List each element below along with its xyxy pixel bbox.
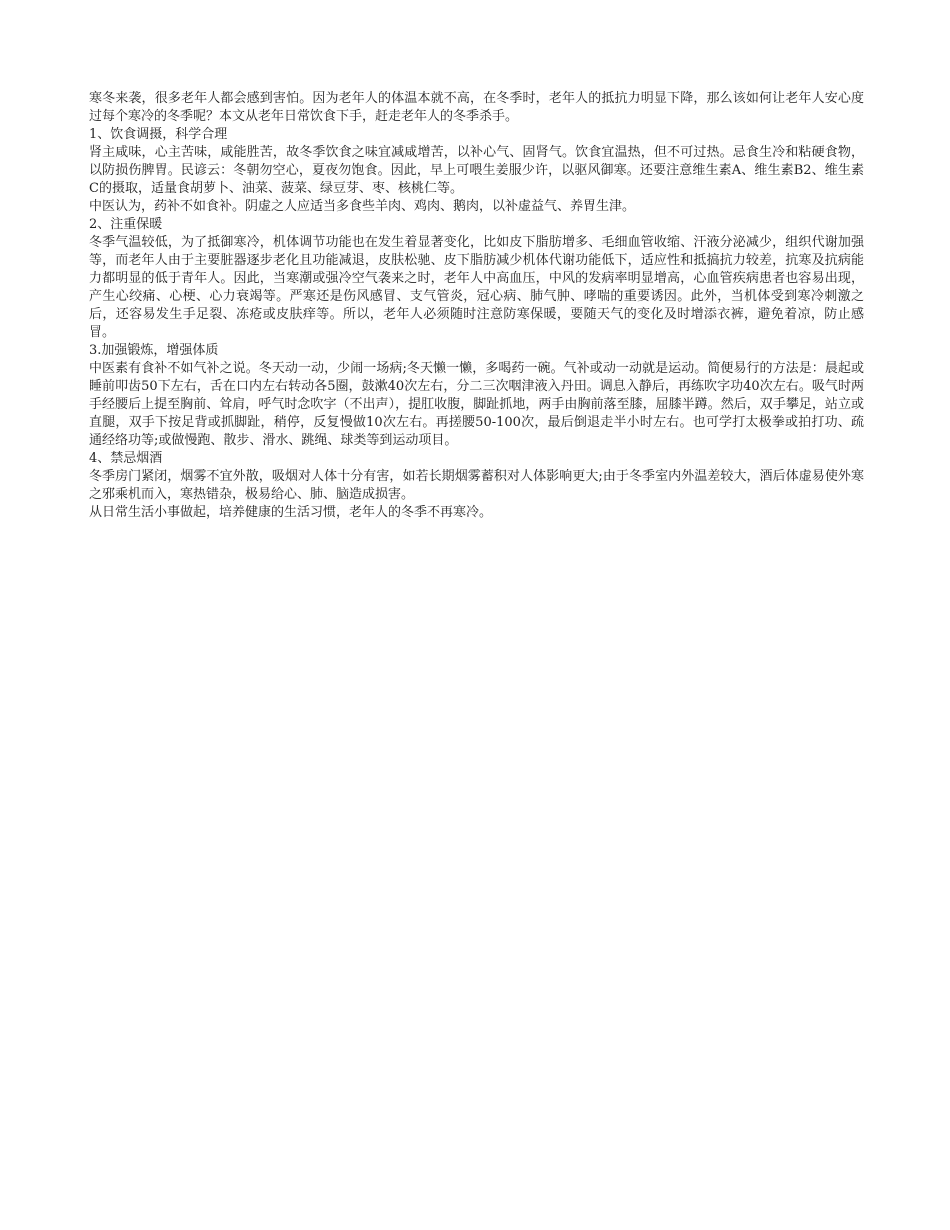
- section-heading-smoking-alcohol: 4、禁忌烟酒: [89, 451, 163, 466]
- warmth-paragraph: 冬季气温较低，为了抵御寒冷，机体调节功能也在发生着显著变化，比如皮下脂肪增多、毛细血管收缩、汗液分泌减少，组织代谢加强等，而老年人由于主要脏器逐步老化且功能减退，皮肤松驰、皮下脂肪减少机体代谢功能低下，适应性和抵搞抗力较差，抗寒及抗病能力都明显的低于青年人。因此，当寒潮或强冷空气袭来之时，老年人中高血压，中风的发病率明显增高，心血管疾病患者也容易出现，产生心绞痛、心梗、心力衰竭等。严寒还是伤风感冒、支气管炎，冠心病、肺气肿、哮喘的重要诱因。此外，当机体受到寒冷刺激之后，还容易发生手足裂、冻疮或皮肤痒等。所以，老年人必须随时注意防寒保暖，要随天气的变化及时增添衣裤，避免着凉，防止感冒。: [89, 235, 864, 340]
- section-heading-exercise: 3.加强锻炼，增强体质: [89, 343, 219, 358]
- section-heading-warmth: 2、注重保暖: [89, 217, 163, 232]
- exercise-paragraph: 中医素有食补不如气补之说。冬天动一动，少闹一场病;冬天懒一懒，多喝药一碗。气补或动一动就是运动。简便易行的方法是：晨起或睡前叩齿50下左右，舌在口内左右转动各5圈，鼓漱40次左右，分二三次咽津液入丹田。调息入静后，再练吹字功40次左右。吸气时两手经腰后上提至胸前、耸肩，呼气时念吹字（不出声），提肛收腹，脚趾抓地，两手由胸前落至膝，屈膝半蹲。然后，双手攀足，站立或直腿，双手下按足背或抓脚趾，稍停，反复慢做10次左右。再搓腰50-100次，最后倒退走半小时左右。也可学打太极拳或拍打功、疏通经络功等;或做慢跑、散步、滑水、跳绳、球类等到运动项目。: [89, 361, 864, 448]
- intro-paragraph: 寒冬来袭，很多老年人都会感到害怕。因为老年人的体温本就不高，在冬季时，老年人的抵抗力明显下降，那么该如何让老年人安心度过每个寒冷的冬季呢？本文从老年日常饮食下手，赶走老年人的冬季杀手。: [89, 91, 864, 124]
- diet-paragraph-2: 中医认为，药补不如食补。阴虚之人应适当多食些羊肉、鸡肉、鹅肉，以补虚益气、养胃生津。: [89, 199, 636, 214]
- conclusion-paragraph: 从日常生活小事做起，培养健康的生活习惯，老年人的冬季不再寒冷。: [89, 505, 493, 520]
- diet-paragraph-1: 肾主咸味，心主苦味，咸能胜苦，故冬季饮食之味宜减咸增苦，以补心气、固肾气。饮食宜温热，但不可过热。忌食生冷和粘硬食物，以防损伤脾胃。民谚云：冬朝勿空心，夏夜勿饱食。因此，早上可喂生姜服少许，以驱风御寒。还要注意维生素A、维生素B2、维生素C的摄取，适量食胡萝卜、油菜、菠菜、绿豆芽、枣、核桃仁等。: [89, 145, 864, 196]
- section-heading-diet: 1、饮食调摄，科学合理: [89, 127, 228, 142]
- document-body: [89, 90, 864, 522]
- smoking-alcohol-paragraph: 冬季房门紧闭，烟雾不宜外散，吸烟对人体十分有害，如若长期烟雾蓄积对人体影响更大;由于冬季室内外温差较大，酒后体虚易使外寒之邪乘机而入，寒热错杂，极易给心、肺、脑造成损害。: [89, 469, 864, 502]
